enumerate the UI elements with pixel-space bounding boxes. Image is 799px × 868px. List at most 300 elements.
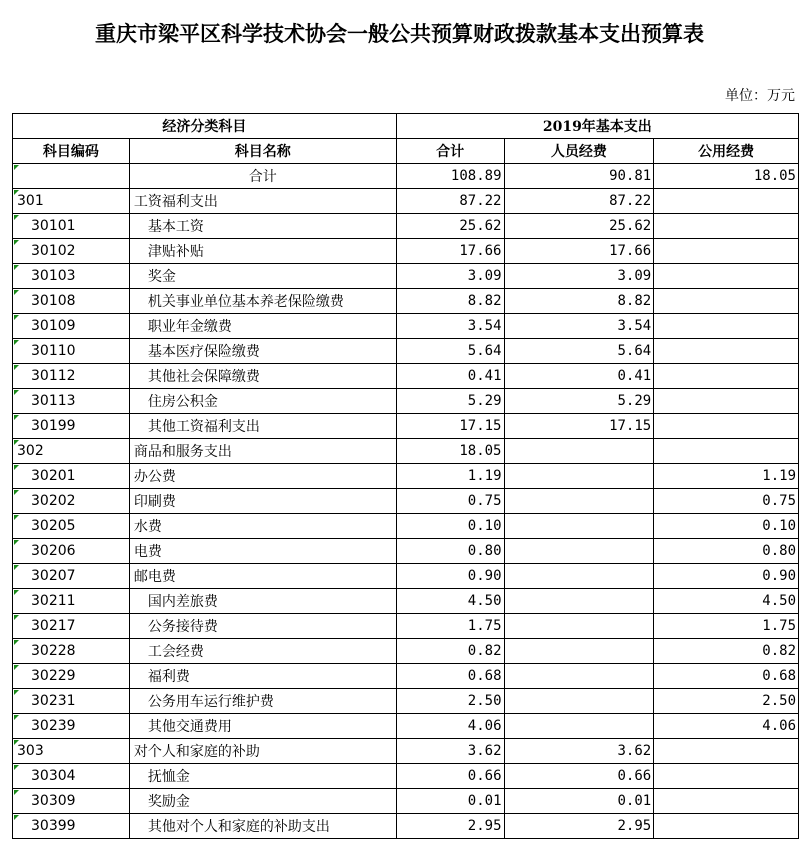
total-cell [396,664,504,689]
public-cell [654,414,799,439]
code-cell-text: 303 [17,743,44,759]
name-cell [129,339,396,364]
personnel-cell [504,439,654,464]
personnel-cell-text: 25.62 [609,218,652,234]
name-cell-text: 工资福利支出 [133,194,218,210]
public-cell [654,739,799,764]
name-cell [129,614,396,639]
name-cell-text: 电费 [133,544,162,560]
table-row [13,564,799,589]
total-cell [396,789,504,814]
cell-marker-icon [14,740,19,745]
header-name: 科目名称 [129,139,396,164]
table-row [13,714,799,739]
name-cell-text: 职业年金缴费 [147,319,232,335]
cell-marker-icon [14,815,19,820]
name-cell [129,439,396,464]
cell-marker-icon [14,365,19,370]
code-cell-text: 30108 [31,293,76,309]
name-cell [129,214,396,239]
public-cell [654,339,799,364]
cell-marker-icon [14,165,19,170]
public-cell [654,514,799,539]
code-cell [13,739,130,764]
personnel-cell [504,614,654,639]
cell-marker-icon [14,640,19,645]
table-row [13,614,799,639]
name-cell-text: 商品和服务支出 [133,444,232,460]
total-cell [396,239,504,264]
public-cell [654,664,799,689]
total-cell [396,214,504,239]
name-cell-text: 其他社会保障缴费 [147,369,260,385]
total-cell [396,764,504,789]
name-cell-text: 工会经费 [147,644,204,660]
name-cell [129,289,396,314]
personnel-cell [504,414,654,439]
name-cell [129,664,396,689]
public-cell [654,789,799,814]
code-cell [13,564,130,589]
code-cell-text: 30103 [31,268,76,284]
table-row [13,639,799,664]
cell-marker-icon [14,190,19,195]
table-row [13,589,799,614]
code-cell-text: 30231 [31,693,76,709]
public-cell [654,814,799,839]
name-cell-text: 其他对个人和家庭的补助支出 [147,819,330,835]
personnel-cell-text: 3.54 [617,318,652,334]
table-row [13,814,799,839]
public-cell-text: 2.50 [762,693,796,709]
name-cell-text: 公务接待费 [147,619,218,635]
total-cell-text: 0.68 [467,668,502,684]
cell-marker-icon [14,540,19,545]
cell-marker-icon [14,490,19,495]
total-cell [396,364,504,389]
total-cell [396,264,504,289]
public-cell-text: 0.82 [762,643,796,659]
total-label: 合计 [129,164,396,189]
code-cell [13,239,130,264]
public-cell-text: 0.10 [762,518,796,534]
personnel-cell [504,664,654,689]
personnel-cell [504,239,654,264]
total-cell [396,564,504,589]
personnel-cell [504,339,654,364]
public-cell [654,689,799,714]
total-cell-text: 4.50 [467,593,502,609]
cell-marker-icon [14,265,19,270]
total-cell-text: 0.66 [467,768,502,784]
total-cell [396,589,504,614]
code-cell [13,389,130,414]
cell-marker-icon [14,215,19,220]
code-cell-text: 30113 [31,393,76,409]
cell-marker-icon [14,715,19,720]
code-cell-text: 30309 [31,793,76,809]
code-cell-text: 30229 [31,668,76,684]
table-row [13,439,799,464]
personnel-cell [504,314,654,339]
table-row [13,189,799,214]
name-cell-text: 机关事业单位基本养老保险缴费 [147,294,344,310]
public-cell-text: 0.90 [762,568,796,584]
personnel-cell [504,289,654,314]
table-row [13,264,799,289]
table-row [13,364,799,389]
personnel-cell [504,189,654,214]
name-cell [129,264,396,289]
personnel-cell-text: 5.64 [617,343,652,359]
name-cell-text: 水费 [133,519,162,535]
code-cell-text: 30217 [31,618,76,634]
total-cell [396,289,504,314]
total-cell [396,739,504,764]
name-cell [129,814,396,839]
total-cell-text: 5.64 [467,343,502,359]
table-row [13,764,799,789]
personnel-cell [504,714,654,739]
total-cell-text: 3.09 [467,268,502,284]
code-cell [13,289,130,314]
code-cell [13,514,130,539]
public-cell [654,314,799,339]
code-cell [13,414,130,439]
total-cell-text: 0.90 [467,568,502,584]
personnel-cell [504,814,654,839]
header-personnel: 人员经费 [504,139,654,164]
name-cell [129,464,396,489]
total-cell-text: 0.80 [467,543,502,559]
personnel-cell [504,464,654,489]
name-cell [129,514,396,539]
code-cell [13,314,130,339]
code-cell-text: 30205 [31,518,76,534]
total-cell-text: 87.22 [459,193,502,209]
name-cell-text: 其他工资福利支出 [147,419,260,435]
header-group-row [13,114,799,139]
total-cell-text: 0.01 [467,793,502,809]
code-cell [13,339,130,364]
name-cell [129,539,396,564]
cell-marker-icon [14,765,19,770]
name-cell [129,239,396,264]
personnel-cell-text: 3.62 [617,743,652,759]
code-cell-text: 30399 [31,818,76,834]
table-row [13,689,799,714]
personnel-cell-text: 3.09 [617,268,652,284]
total-cell-text: 18.05 [459,443,502,459]
header-public: 公用经费 [654,139,799,164]
public-cell [654,489,799,514]
personnel-cell [504,389,654,414]
table-row [13,339,799,364]
code-cell-text: 301 [17,193,44,209]
public-cell [654,464,799,489]
cell-marker-icon [14,590,19,595]
public-cell [654,364,799,389]
budget-table [12,113,799,839]
code-cell [13,814,130,839]
code-cell [13,589,130,614]
public-cell-text: 4.50 [762,593,796,609]
personnel-cell [504,589,654,614]
personnel-cell [504,364,654,389]
public-cell [654,289,799,314]
personnel-cell [504,214,654,239]
name-cell [129,189,396,214]
header-basic-expenditure: 2019年基本支出 [396,114,798,139]
table-row [13,289,799,314]
code-cell [13,714,130,739]
public-cell [654,764,799,789]
personnel-cell-text: 2.95 [617,818,652,834]
table-row [13,664,799,689]
cell-marker-icon [14,240,19,245]
code-cell [13,439,130,464]
code-cell [13,364,130,389]
code-cell-text: 30109 [31,318,76,334]
personnel-cell-text: 17.15 [609,418,652,434]
public-cell [654,389,799,414]
code-cell-text: 30201 [31,468,76,484]
name-cell-text: 奖金 [147,269,176,285]
code-cell [13,264,130,289]
personnel-cell-text: 17.66 [609,243,652,259]
public-cell-text: 0.80 [762,543,796,559]
table-row [13,414,799,439]
code-cell-text: 30207 [31,568,76,584]
name-cell [129,489,396,514]
cell-marker-icon [14,340,19,345]
public-cell-text: 1.75 [762,618,796,634]
total-cell-text: 0.41 [467,368,502,384]
table-row [13,239,799,264]
code-cell [13,614,130,639]
public-cell [654,239,799,264]
code-cell [13,764,130,789]
personnel-cell-text: 0.41 [617,368,652,384]
total-code-cell [13,164,130,189]
code-cell [13,539,130,564]
name-cell-text: 住房公积金 [147,394,218,410]
personnel-cell [504,689,654,714]
total-cell [396,339,504,364]
cell-marker-icon [14,415,19,420]
personnel-cell-text: 8.82 [617,293,652,309]
cell-marker-icon [14,440,19,445]
code-cell-text: 30199 [31,418,76,434]
personnel-cell [504,739,654,764]
personnel-cell [504,789,654,814]
name-cell [129,789,396,814]
table-row [13,214,799,239]
name-cell [129,639,396,664]
total-cell [396,539,504,564]
personnel-cell [504,489,654,514]
total-cell [396,614,504,639]
total-cell [396,439,504,464]
total-cell [396,314,504,339]
name-cell-text: 印刷费 [133,494,176,510]
name-cell-text: 津贴补贴 [147,244,204,260]
public-cell [654,614,799,639]
header-economic-category: 经济分类科目 [13,114,397,139]
code-cell [13,489,130,514]
total-cell-text: 4.06 [467,718,502,734]
total-total: 108.89 [396,164,504,189]
code-cell-text: 30102 [31,243,76,259]
total-cell-text: 2.50 [467,693,502,709]
name-cell-text: 基本医疗保险缴费 [147,344,260,360]
name-cell-text: 其他交通费用 [147,719,232,735]
personnel-cell [504,564,654,589]
cell-marker-icon [14,565,19,570]
total-cell-text: 5.29 [467,393,502,409]
total-cell [396,814,504,839]
page-title: 重庆市梁平区科学技术协会一般公共预算财政拨款基本支出预算表 [95,21,704,46]
name-cell-text: 基本工资 [147,219,204,235]
public-cell [654,439,799,464]
name-cell-text: 公务用车运行维护费 [147,694,274,710]
table-row [13,314,799,339]
personnel-cell [504,639,654,664]
code-cell [13,214,130,239]
name-cell [129,589,396,614]
name-cell [129,764,396,789]
table-row [13,389,799,414]
cell-marker-icon [14,790,19,795]
public-cell-text: 0.68 [762,668,796,684]
public-cell [654,189,799,214]
total-cell [396,389,504,414]
code-cell [13,189,130,214]
total-cell-text: 17.15 [459,418,502,434]
personnel-cell-text: 0.01 [617,793,652,809]
public-cell [654,589,799,614]
total-cell [396,714,504,739]
total-cell-text: 0.82 [467,643,502,659]
code-cell-text: 30206 [31,543,76,559]
total-cell-text: 2.95 [467,818,502,834]
cell-marker-icon [14,665,19,670]
name-cell [129,564,396,589]
code-cell-text: 30304 [31,768,76,784]
total-cell-text: 3.62 [467,743,502,759]
code-cell-text: 30101 [31,218,76,234]
code-cell-text: 30110 [31,343,76,359]
total-public: 18.05 [654,164,799,189]
total-cell-text: 0.10 [467,518,502,534]
code-cell-text: 30202 [31,493,76,509]
cell-marker-icon [14,690,19,695]
personnel-cell [504,264,654,289]
code-cell [13,689,130,714]
cell-marker-icon [14,465,19,470]
cell-marker-icon [14,615,19,620]
name-cell [129,689,396,714]
header-column-row [13,139,799,164]
public-cell [654,539,799,564]
total-cell-text: 0.75 [467,493,502,509]
header-total: 合计 [396,139,504,164]
cell-marker-icon [14,390,19,395]
public-cell [654,214,799,239]
name-cell [129,314,396,339]
table-row [13,514,799,539]
name-cell [129,739,396,764]
total-cell [396,639,504,664]
code-cell [13,464,130,489]
public-cell-text: 1.19 [762,468,796,484]
public-cell [654,639,799,664]
cell-marker-icon [14,290,19,295]
cell-marker-icon [14,515,19,520]
total-cell [396,464,504,489]
code-cell-text: 302 [17,443,44,459]
personnel-cell [504,539,654,564]
code-cell [13,664,130,689]
total-row [13,164,799,189]
total-cell-text: 3.54 [467,318,502,334]
total-cell-text: 17.66 [459,243,502,259]
total-cell [396,489,504,514]
personnel-cell [504,764,654,789]
total-cell-text: 8.82 [467,293,502,309]
total-cell [396,689,504,714]
total-personnel: 90.81 [504,164,654,189]
name-cell-text: 抚恤金 [147,769,190,785]
total-cell-text: 1.75 [467,618,502,634]
unit-label: 单位：万元 [725,88,795,104]
name-cell [129,714,396,739]
public-cell-text: 0.75 [762,493,796,509]
personnel-cell-text: 87.22 [609,193,652,209]
name-cell [129,364,396,389]
total-cell-text: 1.19 [467,468,502,484]
total-cell-text: 25.62 [459,218,502,234]
total-cell [396,514,504,539]
code-cell-text: 30112 [31,368,76,384]
code-cell [13,639,130,664]
name-cell-text: 奖励金 [147,794,190,810]
personnel-cell [504,514,654,539]
code-cell-text: 30228 [31,643,76,659]
table-row [13,464,799,489]
table-row [13,489,799,514]
public-cell-text: 4.06 [762,718,796,734]
name-cell [129,389,396,414]
table-row [13,789,799,814]
cell-marker-icon [14,315,19,320]
personnel-cell-text: 0.66 [617,768,652,784]
table-row [13,739,799,764]
code-cell [13,789,130,814]
code-cell-text: 30239 [31,718,76,734]
name-cell [129,414,396,439]
table-row [13,539,799,564]
public-cell [654,564,799,589]
total-cell [396,414,504,439]
public-cell [654,264,799,289]
public-cell [654,714,799,739]
name-cell-text: 福利费 [147,669,190,685]
name-cell-text: 对个人和家庭的补助 [133,744,260,760]
name-cell-text: 办公费 [133,469,176,485]
code-cell-text: 30211 [31,593,76,609]
personnel-cell-text: 5.29 [617,393,652,409]
